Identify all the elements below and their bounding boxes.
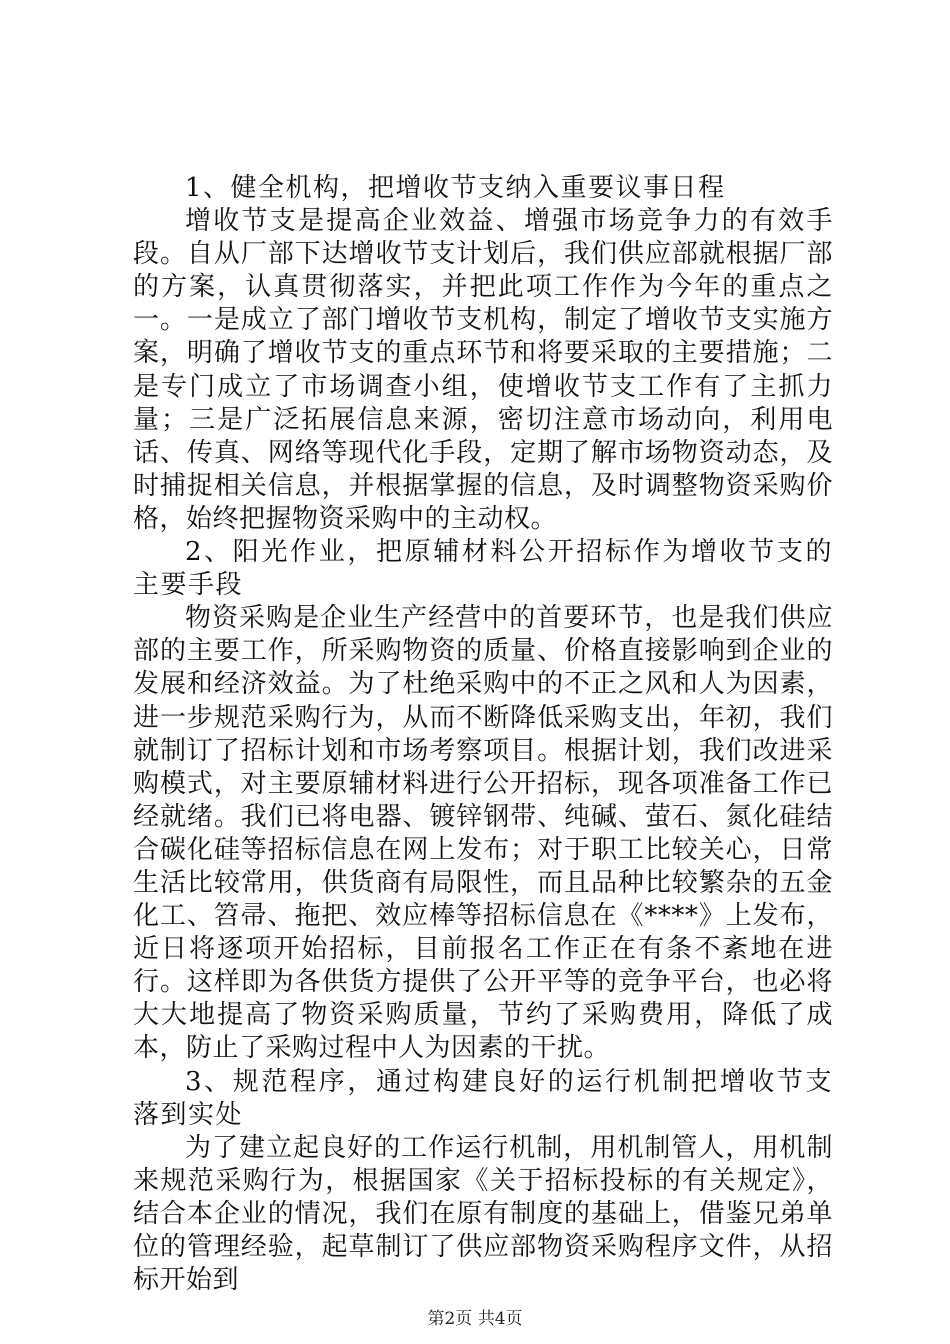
body-paragraph-3: 为了建立起良好的工作运行机制，用机制管人，用机制来规范采购行为，根据国家《关于招标投标的有关规定》，结合本企业的情况，我们在原有制度的基础上，借鉴兄弟单位的管理经验，起草制订了供应部物资采购程序文件，从招标开始到 xyxy=(133,1132,833,1296)
section-heading-2: 2、阳光作业，把原辅材料公开招标作为增收节支的主要手段 xyxy=(133,537,833,601)
body-paragraph-2: 物资采购是企业生产经营中的首要环节，也是我们供应部的主要工作，所采购物资的质量、价格直接影响到企业的发展和经济效益。为了杜绝采购中的不正之风和人为因素，进一步规范采购行为，从而不断降低采购支出，年初，我们就制订了招标计划和市场考察项目。根据计划，我们改进采购模式，对主要原辅材料进行公开招标，现各项准备工作已经就绪。我们已将电器、镀锌钢带、纯碱、萤石、氮化硅结合碳化硅等招标信息在网上发布；对于职工比较关心，日常生活比较常用，供货商有局限性，而且品种比较繁杂的五金化工、笤帚、拖把、效应棒等招标信息在《****》上发布，近日将逐项开始招标，目前报名工作正在有条不紊地在进行。这样即为各供货方提供了公开平等的竞争平台，也必将大大地提高了物资采购质量，节约了采购费用，降低了成本，防止了采购过程中人为因素的干扰。 xyxy=(133,603,833,1064)
section-heading-3: 3、规范程序，通过构建良好的运行机制把增收节支落到实处 xyxy=(133,1066,833,1130)
body-paragraph-1: 增收节支是提高企业效益、增强市场竞争力的有效手段。自从厂部下达增收节支计划后，我们供应部就根据厂部的方案，认真贯彻落实，并把此项工作作为今年的重点之一。一是成立了部门增收节支机构，制定了增收节支实施方案，明确了增收节支的重点环节和将要采取的主要措施；二是专门成立了市场调查小组，使增收节支工作有了主抓力量；三是广泛拓展信息来源，密切注意市场动向，利用电话、传真、网络等现代化手段，定期了解市场物资动态，及时捕捉相关信息，并根据掌握的信息，及时调整物资采购价格，始终把握物资采购中的主动权。 xyxy=(133,206,833,534)
section-heading-1: 1、健全机构，把增收节支纳入重要议事日程 xyxy=(185,173,726,203)
page-number-footer: 第2页 共4页 xyxy=(427,1309,523,1329)
document-body xyxy=(133,172,833,1297)
